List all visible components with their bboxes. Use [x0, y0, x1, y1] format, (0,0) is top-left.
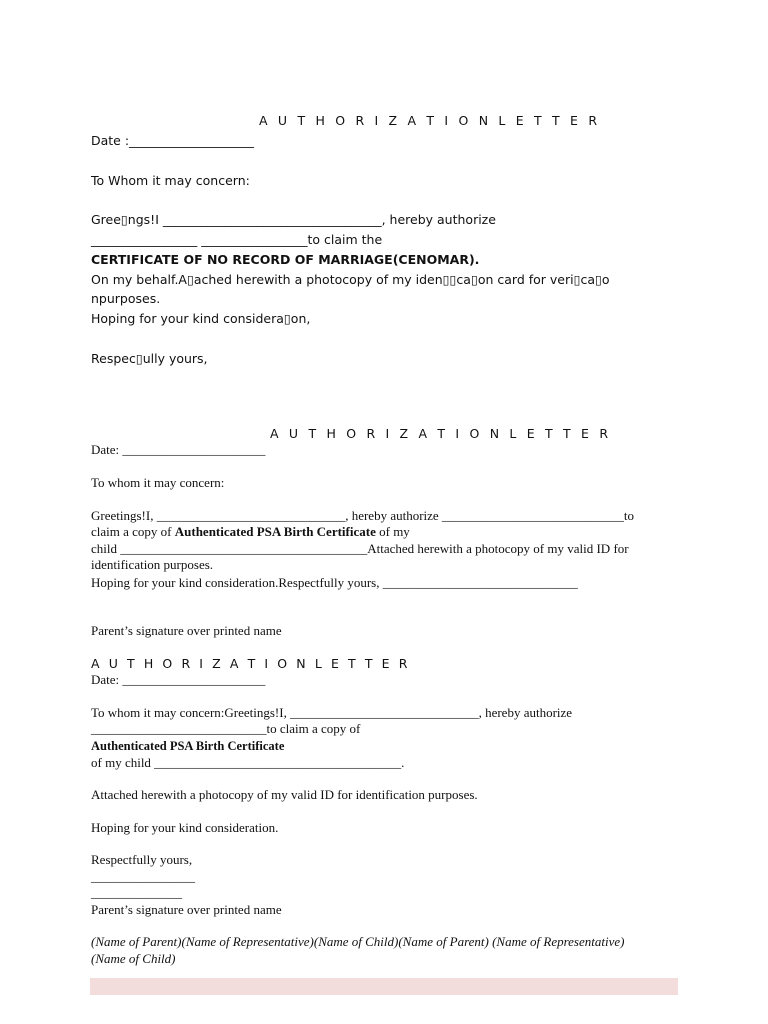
letter2-claim-line	[91, 524, 410, 540]
letter3-certificate-name: Authenticated PSA Birth Certificate	[91, 739, 285, 753]
letter1-closing: Respec▯ully yours,	[91, 351, 208, 366]
letter1-behalf-text: On my behalf.A▯ached herewith a photocopy of my iden▯▯ca▯on card for veri▯ca▯o	[91, 272, 610, 287]
letter2-title: A U T H O R I Z A T I O N L E T T E R	[270, 426, 612, 441]
letter2-claim-prefix: claim a copy of	[91, 524, 175, 539]
letter3-signature-line-1: ________________	[91, 869, 195, 884]
letter3-child-line: of my child ______________________________________.	[91, 755, 405, 770]
letter1-salutation: To Whom it may concern:	[91, 173, 250, 188]
letter2-identification-text: identification purposes.	[91, 557, 214, 572]
letter3-signature-line-2: ______________	[91, 885, 182, 900]
letter1-certificate-heading: CERTIFICATE OF NO RECORD OF MARRIAGE(CENOMAR).	[91, 252, 480, 267]
letter2-claim-suffix: of my	[375, 524, 410, 539]
letter3-attached-text: Attached herewith a photocopy of my valid ID for identification purposes.	[91, 787, 478, 802]
letter3-closing: Respectfully yours,	[91, 852, 193, 867]
letter3-signature-label: Parent’s signature over printed name	[91, 902, 282, 917]
letter3-names-line-2: (Name of Child)	[91, 951, 176, 966]
footer-highlight-bar	[90, 978, 678, 995]
letter3-names-line-1: (Name of Parent)(Name of Representative)(Name of Child)(Name of Parent) (Name of Representative)	[91, 934, 625, 949]
letter1-date: Date :____________________	[91, 133, 255, 148]
letter3-date: Date: ______________________	[91, 672, 266, 687]
letter3-hoping-text: Hoping for your kind consideration.	[91, 820, 279, 835]
letter2-date: Date: ______________________	[91, 442, 266, 457]
letter3-greeting: To whom it may concern:Greetings!I, _____________________________, hereby authorize	[91, 705, 573, 720]
letter2-child-line: child ______________________________________Attached herewith a photocopy of my valid ID for	[91, 541, 629, 556]
letter2-signature-label: Parent’s signature over printed name	[91, 623, 282, 638]
letter3-title: A U T H O R I Z A T I O N L E T T E R	[91, 656, 411, 671]
letter1-greeting: Gree▯ngs!I ___________________________________, hereby authorize	[91, 212, 496, 227]
letter1-title: A U T H O R I Z A T I O N L E T T E R	[259, 113, 601, 128]
letter1-claim-line: _________________ _________________to claim the	[91, 232, 383, 247]
letter1-purposes-text: npurposes.	[91, 291, 161, 306]
letter2-greeting: Greetings!I, _____________________________, hereby authorize ____________________________to	[91, 508, 635, 523]
letter1-hoping-text: Hoping for your kind considera▯on,	[91, 311, 311, 326]
letter2-salutation: To whom it may concern:	[91, 475, 225, 490]
letter2-certificate-name: Authenticated PSA Birth Certificate	[174, 524, 376, 539]
letter2-hoping-text: Hoping for your kind consideration.Respectfully yours, ______________________________	[91, 575, 578, 590]
letter3-claim-line: ___________________________to claim a copy of	[91, 721, 361, 736]
